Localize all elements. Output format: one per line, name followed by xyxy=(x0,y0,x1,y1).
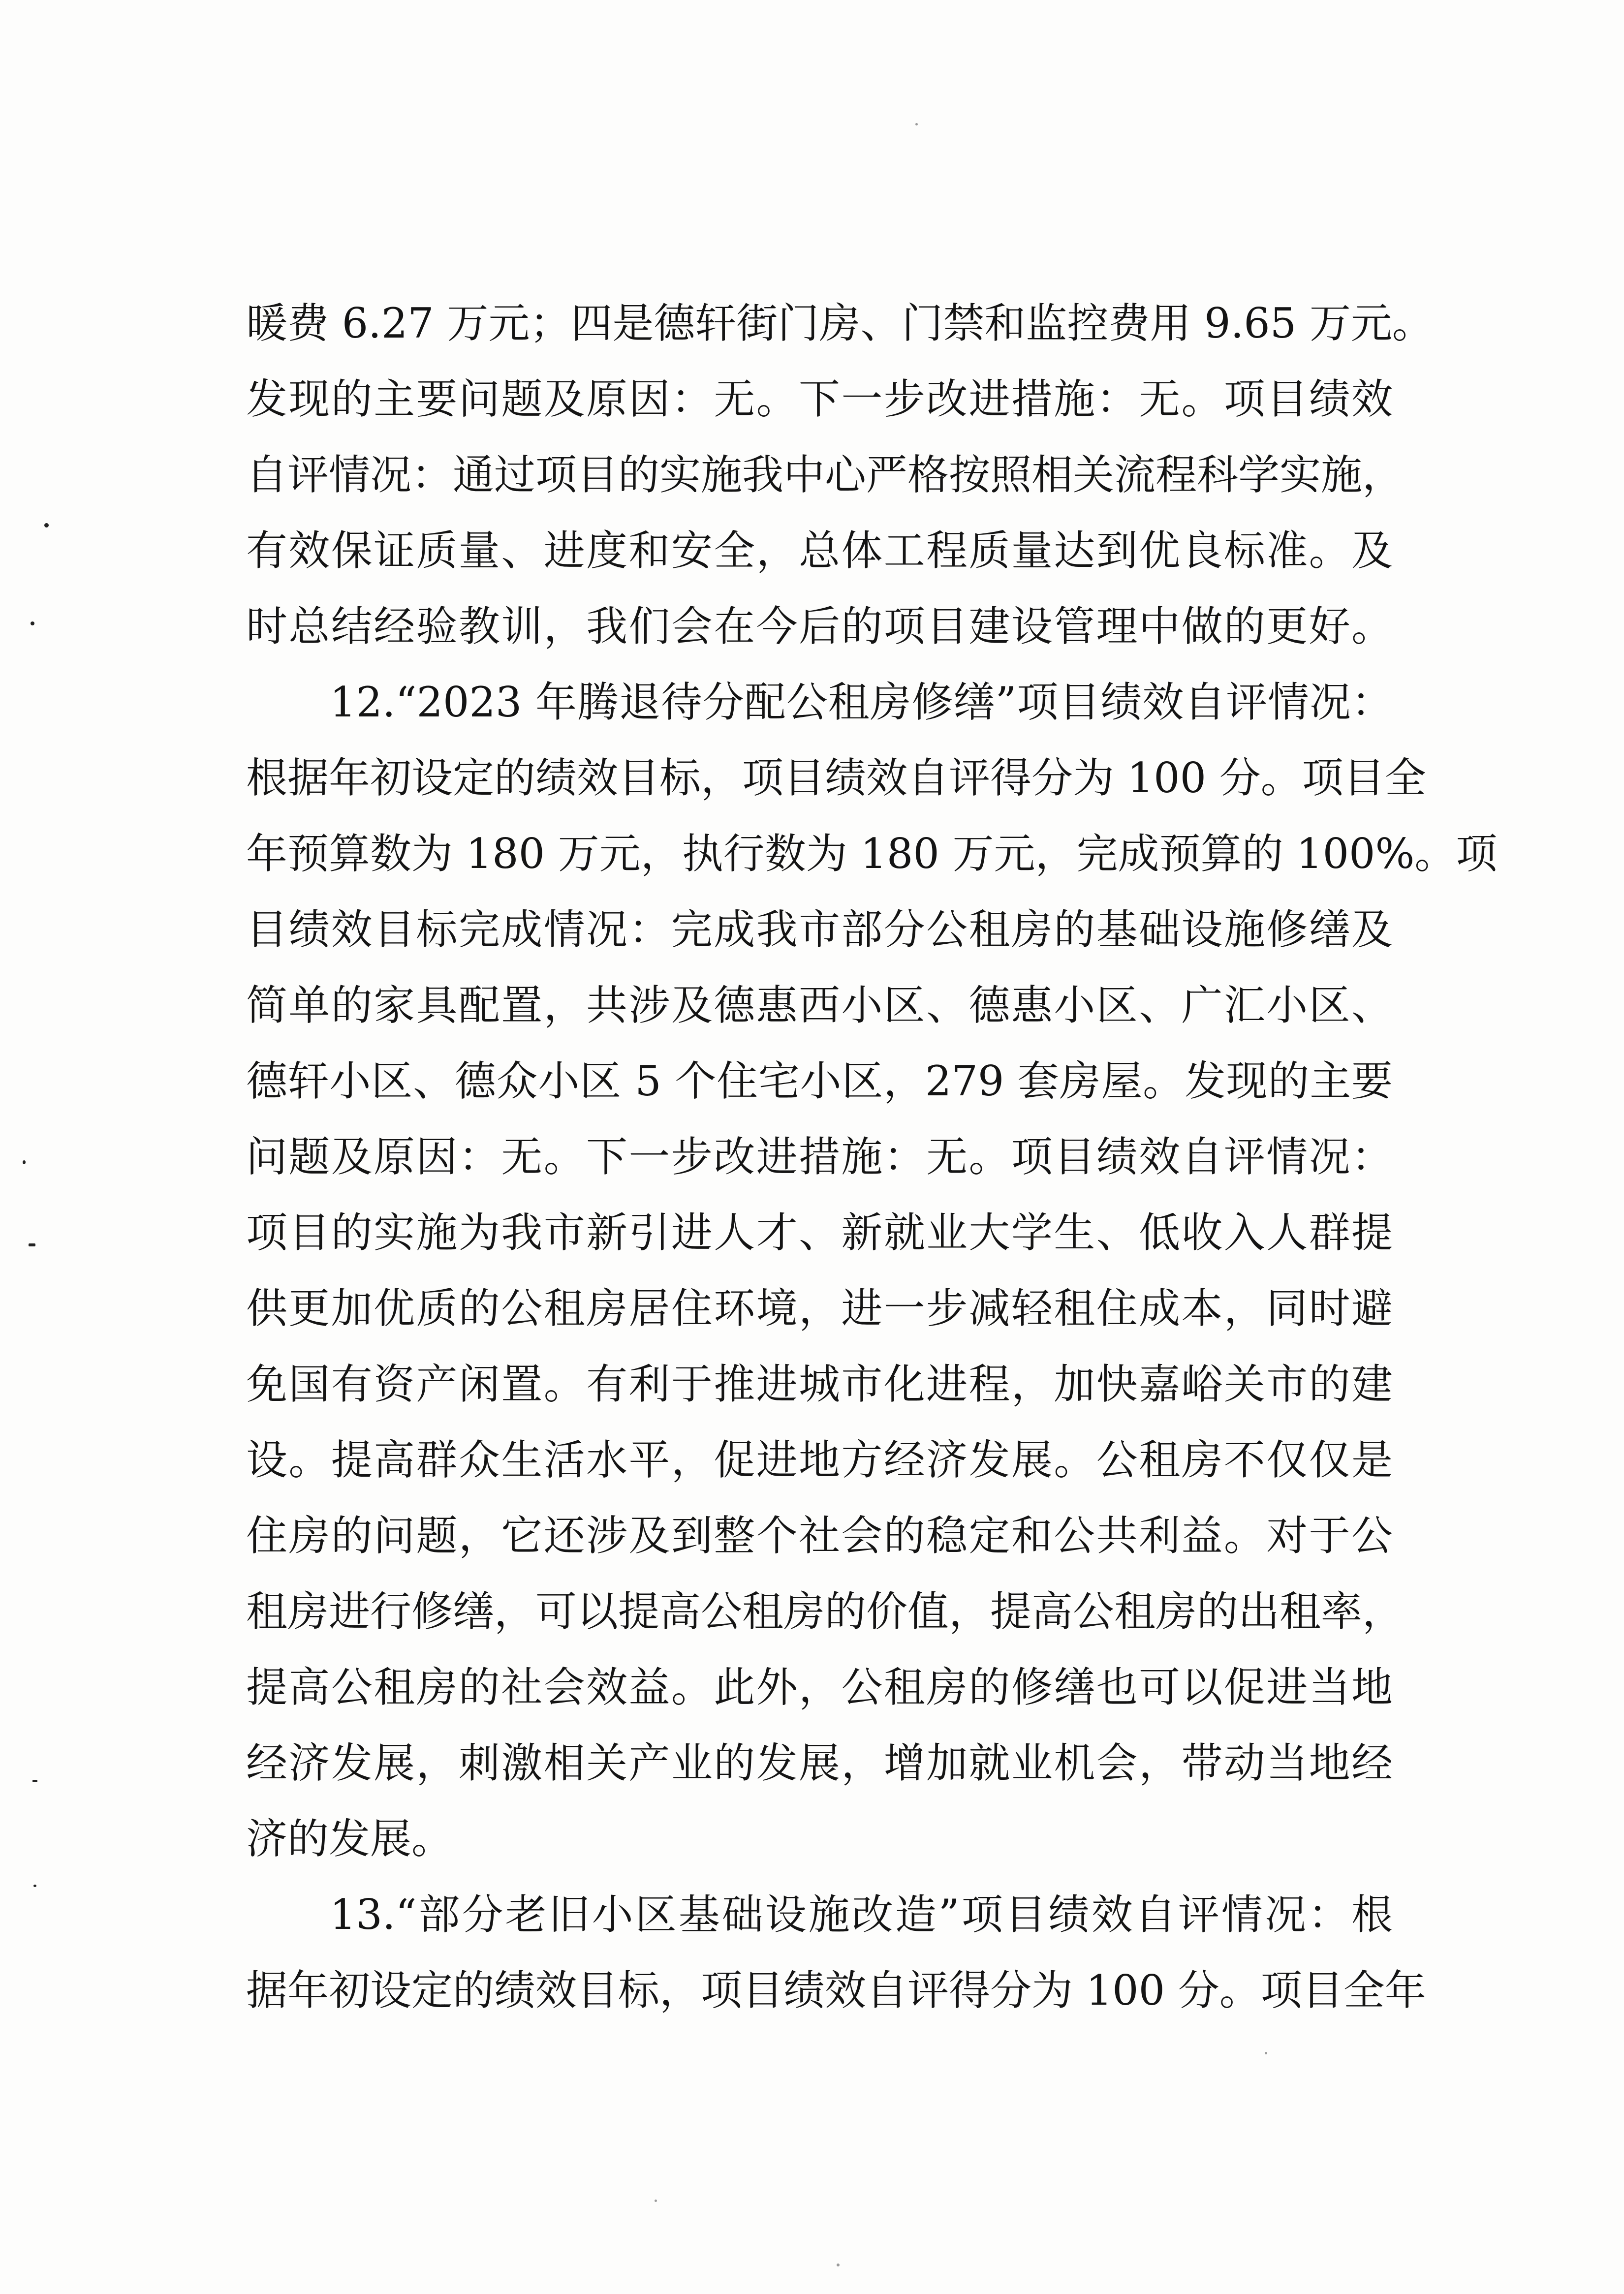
text-line: 提高公租房的社会效益。此外，公租房的修缮也可以促进当地 xyxy=(246,1663,1393,1711)
text-line: 根据年初设定的绩效目标，项目绩效自评得分为 100 分。项目全 xyxy=(246,754,1426,802)
text-line: 时总结经验教训，我们会在今后的项目建设管理中做的更好。 xyxy=(246,602,1393,651)
text-line: 简单的家具配置，共涉及德惠西小区、德惠小区、广汇小区、 xyxy=(246,981,1393,1029)
text-line: 设。提高群众生活水平，促进地方经济发展。公租房不仅仅是 xyxy=(246,1436,1393,1484)
text-line: 目绩效目标完成情况：完成我市部分公租房的基础设施修缮及 xyxy=(246,905,1393,954)
scan-speck xyxy=(915,123,918,125)
text-line: 德轩小区、德众小区 5 个住宅小区，279 套房屋。发现的主要 xyxy=(246,1057,1393,1105)
text-line: 济的发展。 xyxy=(246,1815,453,1863)
text-line: 租房进行修缮，可以提高公租房的价值，提高公租房的出租率， xyxy=(246,1587,1404,1636)
scan-speck xyxy=(655,2200,657,2202)
scan-speck xyxy=(1265,2052,1267,2054)
text-line: 有效保证质量、进度和安全，总体工程质量达到优良标准。及 xyxy=(246,527,1393,575)
text-line: 13.“部分老旧小区基础设施改造”项目绩效自评情况：根 xyxy=(330,1891,1393,1939)
text-line: 免国有资产闲置。有利于推进城市化进程，加快嘉峪关市的建 xyxy=(246,1360,1393,1408)
text-line: 暖费 6.27 万元；四是德轩街门房、门禁和监控费用 9.65 万元。 xyxy=(246,299,1434,347)
body-text xyxy=(246,285,1498,2028)
text-line: 问题及原因：无。下一步改进措施：无。项目绩效自评情况： xyxy=(246,1133,1393,1181)
text-line: 项目的实施为我市新引进人才、新就业大学生、低收入人群提 xyxy=(246,1209,1393,1257)
scan-speck xyxy=(44,523,49,527)
scan-speck xyxy=(33,1885,36,1887)
paragraph-continuation xyxy=(246,285,1434,664)
text-line: 12.“2023 年腾退待分配公租房修缮”项目绩效自评情况： xyxy=(330,678,1393,726)
scan-speck xyxy=(31,621,34,625)
scan-speck xyxy=(32,1780,37,1782)
text-line: 经济发展，刺激相关产业的发展，增加就业机会，带动当地经 xyxy=(246,1739,1393,1787)
text-line: 发现的主要问题及原因：无。下一步改进措施：无。项目绩效 xyxy=(246,375,1393,423)
text-line: 住房的问题，它还涉及到整个社会的稳定和公共利益。对于公 xyxy=(246,1512,1393,1560)
scan-speck xyxy=(23,1160,26,1164)
text-line: 年预算数为 180 万元，执行数为 180 万元，完成预算的 100%。项 xyxy=(246,830,1498,878)
paragraph-item-13 xyxy=(246,1877,1426,2028)
scan-speck xyxy=(837,2263,840,2266)
paragraph-item-12 xyxy=(246,664,1498,1877)
text-line: 自评情况：通过项目的实施我中心严格按照相关流程科学实施， xyxy=(246,451,1404,499)
text-line: 供更加优质的公租房居住环境，进一步减轻租住成本，同时避 xyxy=(246,1284,1393,1333)
text-line: 据年初设定的绩效目标，项目绩效自评得分为 100 分。项目全年 xyxy=(246,1966,1426,2015)
scan-speck xyxy=(29,1243,35,1246)
